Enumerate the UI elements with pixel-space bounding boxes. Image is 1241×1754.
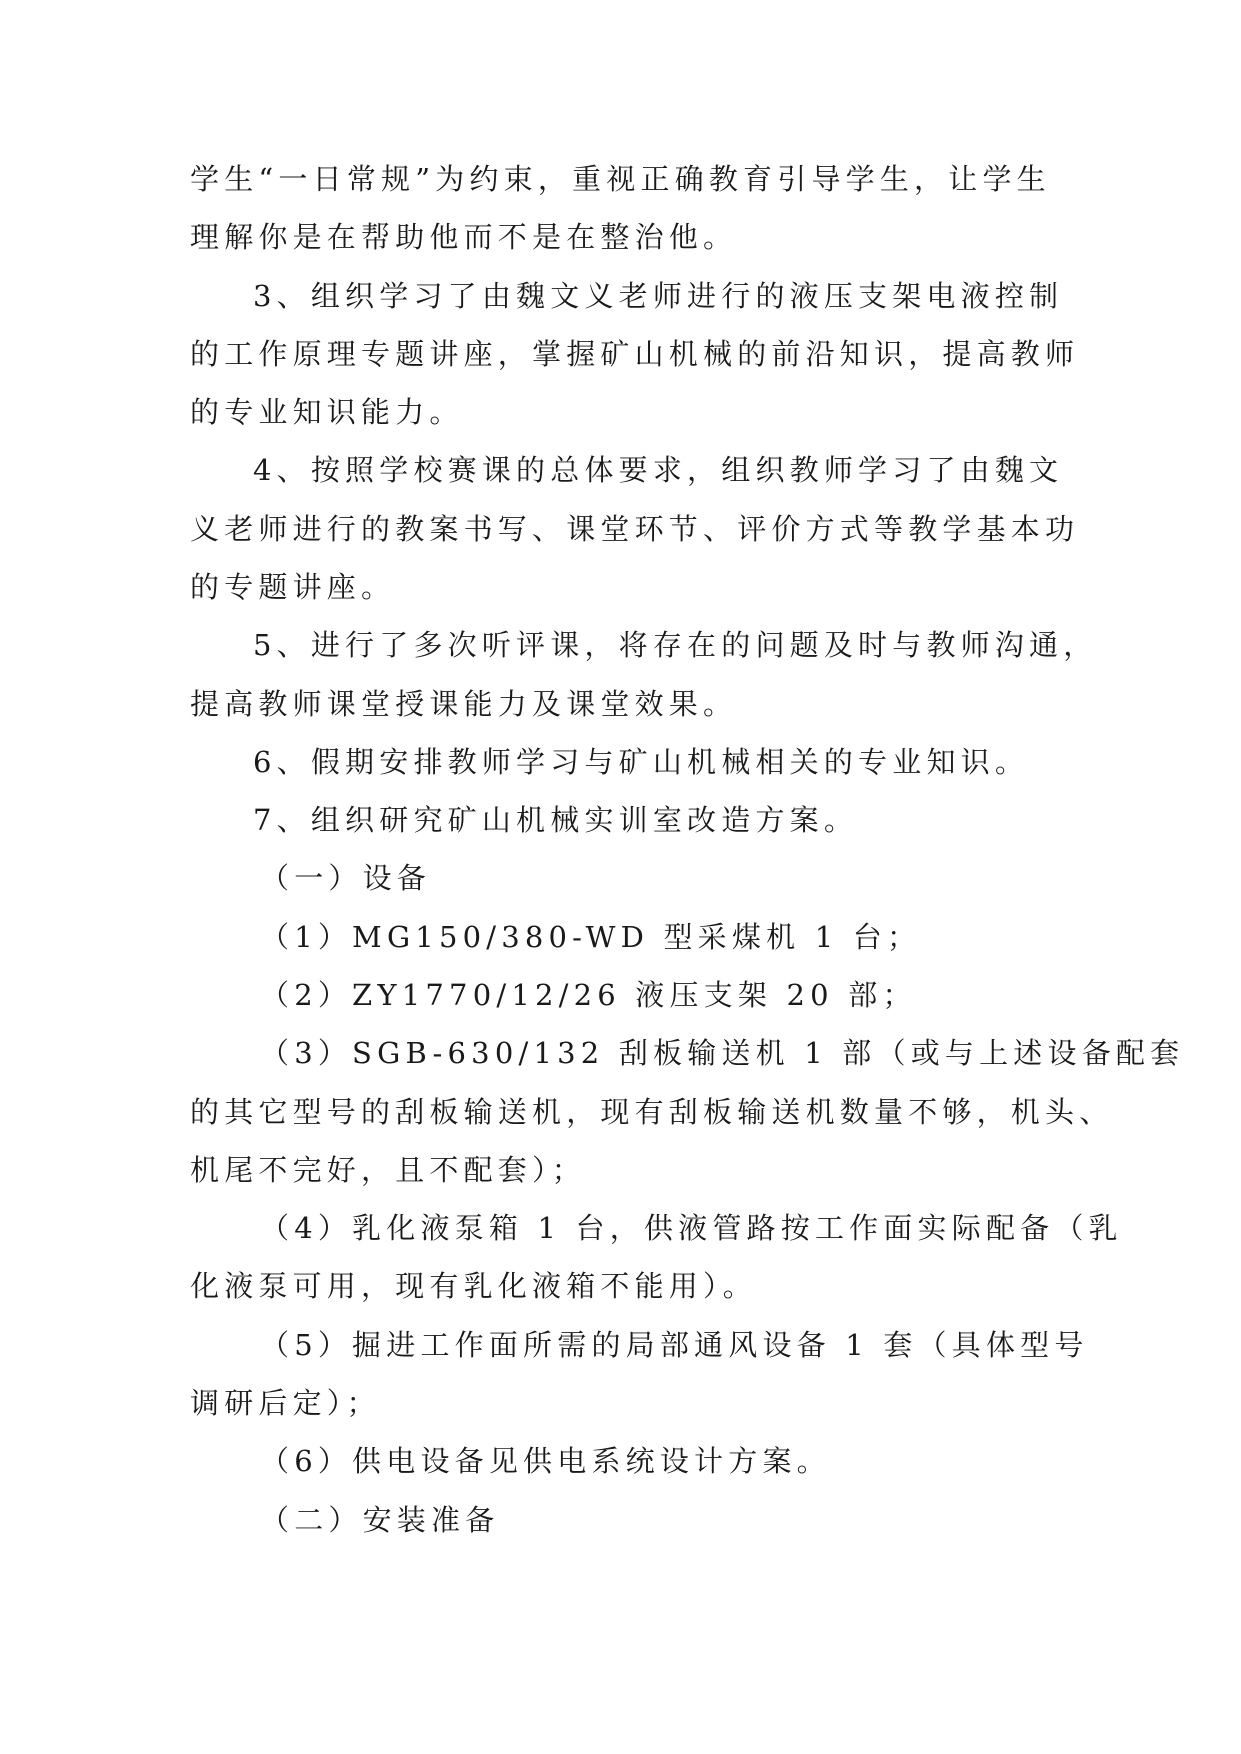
body-text-line: 提高教师课堂授课能力及课堂效果。: [190, 687, 738, 721]
equipment-item-5: （5）掘进工作面所需的局部通风设备 1 套（具体型号: [260, 1328, 1089, 1362]
body-text-line: 的专业知识能力。: [190, 395, 464, 429]
equipment-item-3: （3）SGB-630/132 刮板输送机 1 部（或与上述设备配套: [260, 1036, 1185, 1070]
equipment-item-1: （1）MG150/380-WD 型采煤机 1 台；: [260, 920, 922, 954]
body-text-line: 的专题讲座。: [190, 570, 396, 604]
list-item-4: 4、按照学校赛课的总体要求，组织教师学习了由魏文: [253, 453, 1064, 487]
body-text-line: 学生“一日常规”为约束，重视正确教育引导学生，让学生: [190, 162, 1051, 196]
list-item-5: 5、进行了多次听评课，将存在的问题及时与教师沟通，: [253, 628, 1098, 662]
body-text-line: 机尾不完好，且不配套）；: [190, 1153, 586, 1187]
section-heading-equipment: （一）设备: [260, 861, 432, 895]
body-text-line: 的工作原理专题讲座，掌握矿山机械的前沿知识，提高教师: [190, 337, 1080, 371]
list-item-7: 7、组织研究矿山机械实训室改造方案。: [253, 803, 859, 837]
list-item-6: 6、假期安排教师学习与矿山机械相关的专业知识。: [253, 745, 1030, 779]
list-item-3: 3、组织学习了由魏文义老师进行的液压支架电液控制: [253, 279, 1064, 313]
body-text-line: 的其它型号的刮板输送机，现有刮板输送机数量不够，机头、: [190, 1095, 1114, 1129]
body-text-line: 化液泵可用，现有乳化液箱不能用）。: [190, 1269, 757, 1303]
section-heading-installation: （二）安装准备: [260, 1503, 500, 1537]
body-text-line: 理解你是在帮助他而不是在整治他。: [190, 220, 738, 254]
body-text-line: 调研后定）；: [190, 1386, 381, 1420]
equipment-item-2: （2）ZY1770/12/26 液压支架 20 部；: [260, 978, 917, 1012]
equipment-item-4: （4）乳化液泵箱 1 台，供液管路按工作面实际配备（乳: [260, 1211, 1123, 1245]
body-text-line: 义老师进行的教案书写、课堂环节、评价方式等教学基本功: [190, 512, 1080, 546]
equipment-item-6: （6）供电设备见供电系统设计方案。: [260, 1444, 831, 1478]
